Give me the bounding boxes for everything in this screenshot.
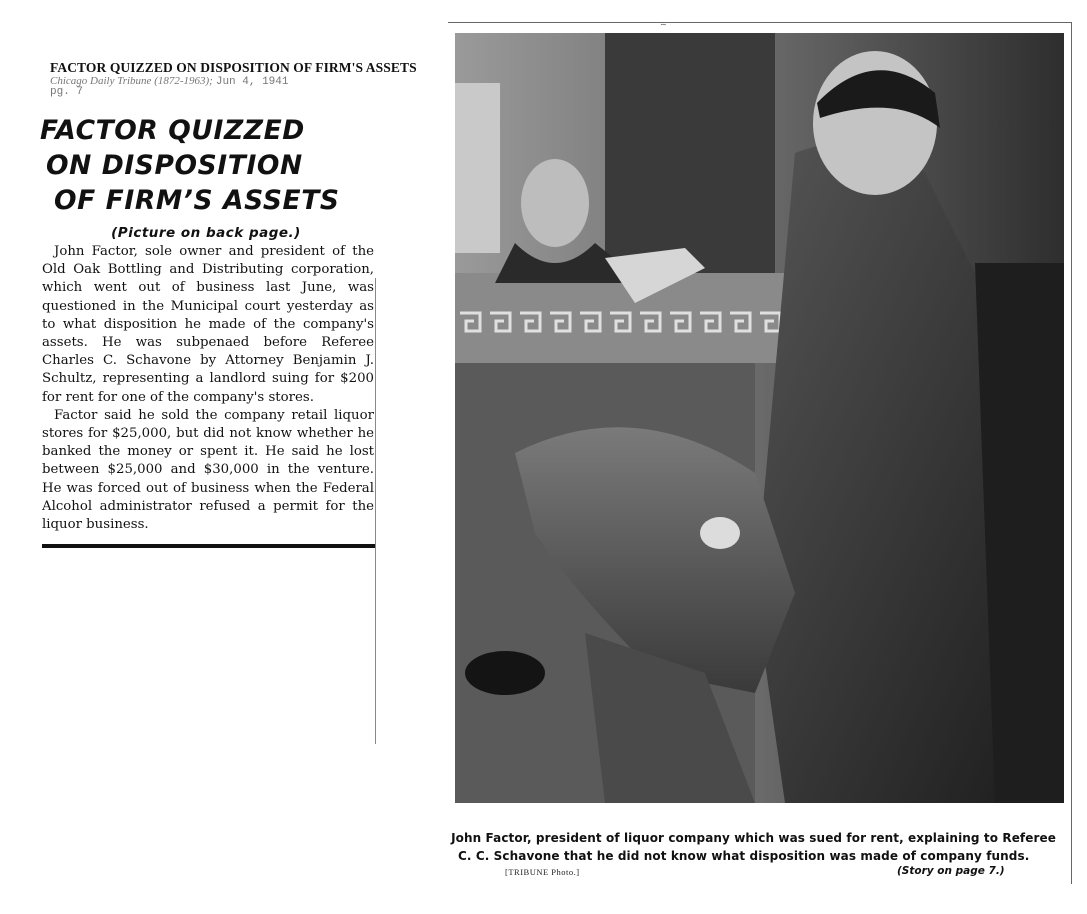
article-paragraph: Factor said he sold the company retail liquor stores for $25,000, but did not know whether he banked the money or spent it. He said he lost between $25,000 and $30,000 in the venture. He was forced out of business when the Federal Alcohol administrator refused a permit for the liquor business. [42, 407, 374, 533]
caption-line: C. C. Schavone that he did not know what disposition was made of company funds. [458, 849, 1030, 863]
source-date: Jun 4, 1941 [215, 76, 289, 88]
article [36, 113, 376, 548]
column-rule [375, 278, 376, 744]
photo-illustration [455, 33, 1064, 803]
page-tick: ∼ [660, 20, 667, 29]
story-reference: (Story on page 7.) [897, 865, 1005, 877]
headline-line: OF FIRM’S ASSETS [54, 185, 340, 216]
headline [36, 113, 376, 218]
clipping-header [50, 60, 417, 98]
article-body [42, 243, 374, 534]
subhead: (Picture on back page.) [111, 225, 301, 241]
clipping-page: pg. 7 [50, 86, 84, 98]
article-paragraph: John Factor, sole owner and president of the Old Oak Bottling and Distributing corporation, which went out of business last June, was questioned in the Municipal court yesterday as to what disposition he made of the company's assets. He was subpenaed before Referee Charles C. Schavone by Attorney Benjamin J. Schultz, representing a landlord suing for $200 for rent for one of the company's stores. [42, 244, 374, 405]
source-name: Chicago Daily Tribune (1872-1963); [50, 75, 213, 87]
end-rule [42, 544, 376, 548]
news-photo [455, 33, 1064, 803]
photo-caption [450, 829, 1070, 865]
photo-frame-right [1071, 22, 1072, 884]
photo-frame-top [448, 22, 1072, 23]
clipping-title: FACTOR QUIZZED ON DISPOSITION OF FIRM'S ASSETS [50, 60, 417, 75]
headline-line: FACTOR QUIZZED [40, 115, 305, 146]
photo-credit: [TRIBUNE Photo.] [505, 867, 580, 877]
caption-line: John Factor, president of liquor company which was sued for rent, explaining to Referee [451, 831, 1056, 845]
headline-line: ON DISPOSITION [46, 150, 303, 181]
